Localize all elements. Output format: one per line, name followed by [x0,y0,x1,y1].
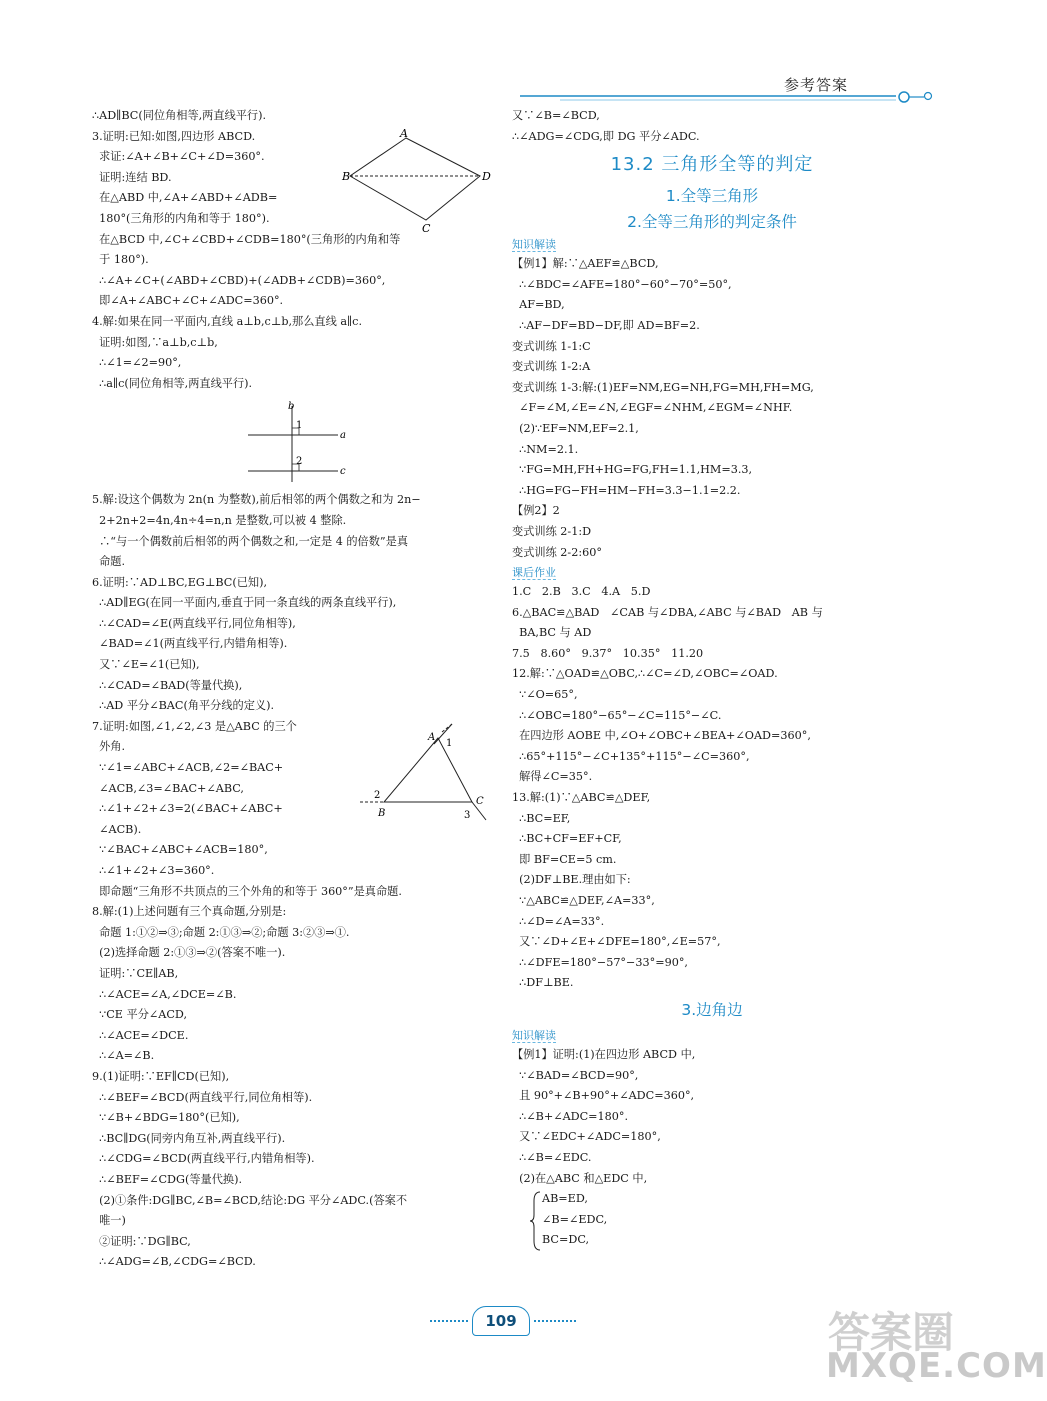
tri-angle-3: 3 [464,810,471,821]
text-line: (2)∵EF=NM,EF=2.1, [512,421,639,435]
text-line: ∴AD∥BC(同位角相等,两直线平行). [92,109,267,122]
text-line: 命题 1:①②⇒③;命题 2:①③⇒②;命题 3:②③⇒①. [92,925,350,939]
knowledge-tag-2: 知识解读 [512,1028,556,1042]
text-line: ∴∠ACE=∠DCE. [92,1028,189,1042]
text-line: ∵∠BAD=∠BCD=90°, [512,1068,639,1082]
text-line: ∴∠1=∠2=90°, [92,356,182,370]
text-line: ∴∠CAD=∠E(两直线平行,同位角相等), [92,616,296,630]
text-line: (2)①条件:DG∥BC,∠B=∠BCD,结论:DG 平分∠ADC.(答案不 [92,1193,408,1207]
text-line: 即命题“三角形不共顶点的三个外角的和等于 360°”是真命题. [92,884,402,898]
quadrilateral-figure [344,128,494,234]
line-label-c: c [340,466,346,477]
subsection-3-title: 3.边角边 [681,1000,743,1019]
text-line: (2)在△ABC 和△EDC 中, [512,1171,648,1185]
text-line: ∴∠BDC=∠AFE=180°−60°−70°=50°, [512,277,732,291]
text-line: 又∵∠D+∠E+∠DFE=180°,∠E=57°, [512,935,721,949]
text-line: 9.(1)证明:∵EF∥CD(已知), [92,1069,230,1083]
text-line: 证明:连结 BD. [92,170,172,184]
text-line: 且 90°+∠B+90°+∠ADC=360°, [512,1089,695,1103]
text-line: 即 BF=CE=5 cm. [512,852,617,866]
text-line: 6.证明:∵AD⊥BC,EG⊥BC(已知), [92,575,267,589]
text-line: 13.解:(1)∵△ABC≌△DEF, [512,791,651,805]
text-line: 即∠A+∠ABC+∠C+∠ADC=360°. [92,294,284,308]
text-line: 求证:∠A+∠B+∠C+∠D=360°. [92,150,265,164]
homework-tag: 课后作业 [512,566,556,580]
text-line: ∴∠ADG=∠CDG,即 DG 平分∠ADC. [512,129,700,143]
tri-label-b: B [378,808,386,819]
text-line: ∠ACB). [92,822,142,836]
text-line: ∵FG=MH,FH+HG=FG,FH=1.1,HM=3.3, [512,463,753,477]
text-line: ∴DF⊥BE. [512,976,574,990]
quad-label-b: B [342,170,351,183]
text-line: 唯一) [92,1214,126,1228]
tri-angle-2: 2 [374,790,381,801]
text-line: ∵∠B+∠BDG=180°(已知), [92,1111,240,1125]
text-line: ∴∠1+∠2+∠3=360°. [92,864,215,877]
text-line: 【例2】2 [512,504,560,518]
text-line: 变式训练 2-2:60° [512,545,602,559]
text-line: 证明:如图,∵a⊥b,c⊥b, [92,335,218,349]
brace-icon [530,1191,542,1251]
text-line: 解得∠C=35°. [512,770,593,784]
quad-label-c: C [422,222,431,235]
text-line: 又∵∠E=∠1(已知), [92,658,200,672]
text-line: ∴BC+CF=EF+CF, [512,832,622,846]
parallel-lines-figure [246,398,356,484]
left-mid-block [92,490,492,1273]
text-line: 4.解:如果在同一平面内,直线 a⊥b,c⊥b,那么直线 a∥c. [92,314,362,328]
header-ornament [520,88,940,108]
right-column [512,106,912,1251]
text-line: ∴∠A+∠C+(∠ABD+∠CBD)+(∠ADB+∠CDB)=360°, [92,273,386,287]
text-line: 变式训练 1-1:C [512,339,591,353]
text-line: 2+2n+2=4n,4n÷4=n,n 是整数,可以被 4 整除. [92,513,347,527]
text-line: 180°(三角形的内角和等于 180°). [92,211,270,225]
text-line: ∠B=∠EDC, [542,1212,608,1226]
text-line: 于 180°). [92,253,149,267]
angle-label-2: 2 [296,456,303,467]
text-line: (2)选择命题 2:①③⇒②(答案不唯一). [92,946,286,960]
text-line: BA,BC 与 AD [512,626,592,640]
text-line: ∴∠OBC=180°−65°−∠C=115°−∠C. [512,708,722,722]
text-line: BC=DC, [542,1233,590,1247]
text-line: 外角. [92,740,126,754]
line-label-b: b [288,401,295,412]
text-line: ∴∠DFE=180°−57°−33°=90°, [512,955,688,969]
text-line: 又∵∠B=∠BCD, [512,109,600,122]
text-line: 7.5 8.60° 9.37° 10.35° 11.20 [512,646,704,660]
text-line: ∴∠CAD=∠BAD(等量代换), [92,678,243,692]
text-line: 又∵∠EDC+∠ADC=180°, [512,1130,661,1144]
text-line: 7.证明:如图,∠1,∠2,∠3 是△ABC 的三个 [92,719,297,733]
right-block-a [512,254,912,563]
text-line: ∴65°+115°−∠C+135°+115°−∠C=360°, [512,749,750,763]
text-line: ∴∠ADG=∠B,∠CDG=∠BCD. [92,1255,256,1269]
text-line: 6.△BAC≌△BAD ∠CAB 与∠DBA,∠ABC 与∠BAD AB 与 [512,605,823,619]
text-line: 在△BCD 中,∠C+∠CBD+∠CDB=180°(三角形的内角和等 [92,232,401,246]
text-line: ∵△ABC≌△DEF,∠A=33°, [512,894,655,907]
tri-label-c: C [476,796,484,807]
text-line: 在△ABD 中,∠A+∠ABD+∠ADB= [92,191,278,205]
text-line: ∴NM=2.1. [512,442,579,456]
text-line: ②证明:∵DG∥BC, [92,1234,191,1248]
text-line: ∴“与一个偶数前后相邻的两个偶数之和,一定是 4 的倍数”是真 [92,534,409,548]
text-line: 命题. [92,555,126,569]
right-block-c [512,1045,912,1189]
text-line: 证明:∵CE∥AB, [92,966,179,980]
text-line: 变式训练 1-2:A [512,360,591,374]
watermark: MXQE.COM [826,1346,1047,1386]
text-line: 变式训练 1-3:解:(1)EF=NM,EG=NH,FG=MH,FH=MG, [512,380,814,394]
text-line: ∵∠O=65°, [512,688,578,702]
text-line: ∴∠A=∠B. [92,1049,155,1063]
text-line: ∴∠BEF=∠BCD(两直线平行,同位角相等). [92,1090,313,1104]
text-line: 5.解:设这个偶数为 2n(n 为整数),前后相邻的两个偶数之和为 2n− [92,493,421,507]
text-line: ∴∠ACE=∠A,∠DCE=∠B. [92,987,237,1001]
text-line: ∴AD 平分∠BAC(角平分线的定义). [92,699,275,713]
line-label-a: a [340,430,346,441]
text-line: 变式训练 2-1:D [512,524,592,538]
text-line: ∴∠B+∠ADC=180°. [512,1109,629,1123]
brace-system [512,1189,912,1251]
text-line: ∴∠BEF=∠CDG(等量代换). [92,1172,243,1186]
text-line: ∴HG=FG−FH=HM−FH=3.3−1.1=2.2. [512,483,741,497]
text-line: 【例1】解:∵△AEF≌△BCD, [512,257,659,271]
text-line: 【例1】证明:(1)在四边形 ABCD 中, [512,1047,696,1061]
tri-label-a: A [428,732,436,743]
triangle-figure [358,726,494,824]
text-line: ∵∠BAC+∠ABC+∠ACB=180°, [92,843,268,857]
text-line: 3.证明:已知:如图,四边形 ABCD. [92,129,256,143]
text-line: ∴∠1+∠2+∠3=2(∠BAC+∠ABC+ [92,802,283,816]
text-line: ∴a∥c(同位角相等,两直线平行). [92,376,253,390]
text-line: ∴∠B=∠EDC. [512,1150,592,1164]
text-line: ∴AD∥EG(在同一平面内,垂直于同一条直线的两条直线平行), [92,596,397,610]
subsection-1-title: 1.全等三角形 [665,187,759,206]
text-line: ∴AF−DF=BD−DF,即 AD=BF=2. [512,318,700,332]
right-block-b [512,582,912,994]
right-top-block [512,106,912,147]
subsection-2-title: 2.全等三角形的判定条件 [627,213,797,232]
tri-angle-1: 1 [446,738,453,749]
text-line: ∴∠CDG=∠BCD(两直线平行,内错角相等). [92,1152,315,1166]
text-line: ∴BC∥DG(同旁内角互补,两直线平行). [92,1131,286,1145]
text-line: 1.C 2.B 3.C 4.A 5.D [512,585,651,599]
text-line: (2)DF⊥BE.理由如下: [512,873,631,887]
text-line: ∠BAD=∠1(两直线平行,内错角相等). [92,637,288,651]
knowledge-tag: 知识解读 [512,238,556,252]
page-number: 109 [472,1306,530,1336]
text-line: 在四边形 AOBE 中,∠O+∠OBC+∠BEA+∠OAD=360°, [512,729,811,743]
watermark-cn: 答案圈 [828,1308,955,1357]
left-column [92,106,492,1273]
text-line: ∠ACB,∠3=∠BAC+∠ABC, [92,781,244,795]
text-line: ∴BC=EF, [512,811,571,825]
angle-label-1: 1 [296,420,303,431]
quad-label-d: D [482,170,491,183]
text-line: 12.解:∵△OAD≌△OBC,∴∠C=∠D,∠OBC=∠OAD. [512,667,778,681]
text-line: AB=ED, [542,1192,588,1206]
text-line: ∠F=∠M,∠E=∠N,∠EGF=∠NHM,∠EGM=∠NHF. [512,401,793,415]
text-line: 8.解:(1)上述问题有三个真命题,分别是: [92,905,287,919]
text-line: ∵CE 平分∠ACD, [92,1008,188,1022]
text-line: AF=BD, [512,298,565,312]
header-title: 参考答案 [784,76,849,94]
text-line: ∴∠D=∠A=33°. [512,914,605,928]
quad-label-a: A [400,127,408,140]
text-line: ∵∠1=∠ABC+∠ACB,∠2=∠BAC+ [92,761,284,775]
section-title: 13.2 三角形全等的判定 [610,154,814,176]
